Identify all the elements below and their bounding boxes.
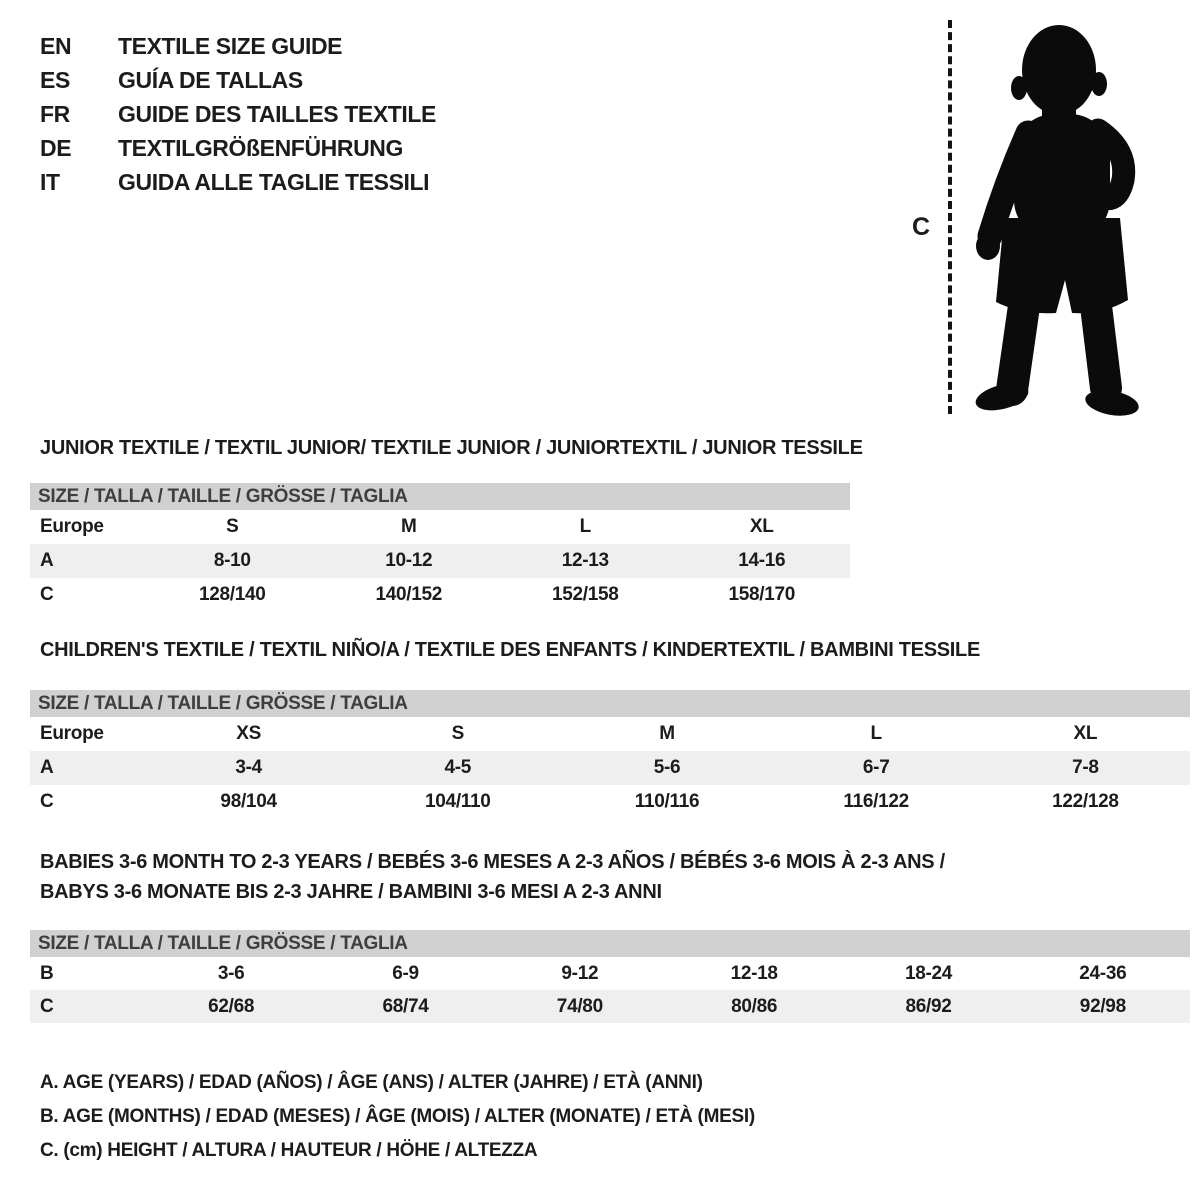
table-row xyxy=(30,510,850,544)
size-cell: M xyxy=(659,723,675,744)
row-label: C xyxy=(40,584,54,605)
size-cell: 4-5 xyxy=(444,757,472,778)
row-label: A xyxy=(40,550,54,571)
size-cell: XL xyxy=(1073,723,1098,744)
size-cell: 86/92 xyxy=(905,995,952,1017)
size-cell: XL xyxy=(749,516,774,537)
language-list xyxy=(40,29,436,199)
size-header-band: SIZE / TALLA / TAILLE / GRÖSSE / TAGLIA xyxy=(30,483,850,510)
table-row xyxy=(30,785,1190,819)
size-cell: 110/116 xyxy=(634,791,700,812)
height-dashed-line xyxy=(948,20,952,414)
language-row xyxy=(40,131,436,165)
size-cell: 9-12 xyxy=(561,962,599,984)
row-label: B xyxy=(40,962,54,984)
size-cell: 10-12 xyxy=(385,550,433,571)
size-cell: 8-10 xyxy=(213,550,251,571)
language-row xyxy=(40,29,436,63)
table-row xyxy=(30,751,1190,785)
size-cell: 140/152 xyxy=(375,584,443,605)
size-cell: 7-8 xyxy=(1072,757,1099,778)
language-title: GUIDE DES TAILLES TEXTILE xyxy=(118,101,436,127)
size-cell: 116/122 xyxy=(843,791,909,812)
table-row xyxy=(30,957,1190,990)
size-cell: 152/158 xyxy=(551,584,619,605)
size-cell: 3-6 xyxy=(217,962,245,984)
size-cell: 6-9 xyxy=(392,962,419,984)
language-title: TEXTILGRÖßENFÜHRUNG xyxy=(118,135,403,161)
size-cell: 14-16 xyxy=(738,550,786,571)
language-code: EN xyxy=(40,33,72,59)
size-cell: 3-4 xyxy=(235,757,262,778)
language-title: GUÍA DE TALLAS xyxy=(118,67,303,93)
language-title: TEXTILE SIZE GUIDE xyxy=(118,33,343,59)
junior-size-table xyxy=(30,483,850,612)
size-cell: 128/140 xyxy=(198,584,266,605)
size-cell: 5-6 xyxy=(653,757,681,778)
size-cell: 104/110 xyxy=(425,791,491,812)
row-label: C xyxy=(40,791,54,812)
size-cell: 158/170 xyxy=(728,584,796,605)
children-size-table xyxy=(30,690,1190,819)
size-cell: 24-36 xyxy=(1079,962,1127,984)
size-cell: 80/86 xyxy=(731,995,778,1017)
language-row xyxy=(40,63,436,97)
language-code: ES xyxy=(40,67,70,93)
size-cell: S xyxy=(451,723,464,744)
size-cell: S xyxy=(226,516,239,537)
size-cell: 6-7 xyxy=(862,757,890,778)
size-cell: 98/104 xyxy=(220,791,277,812)
babies-size-table xyxy=(30,930,1190,1023)
size-cell: L xyxy=(870,723,882,744)
size-cell: L xyxy=(579,516,591,537)
size-cell: 92/98 xyxy=(1079,995,1126,1017)
babies-title-line2: BABYS 3-6 MONATE BIS 2-3 JAHRE / BAMBINI 3-6 MESI A 2-3 ANNI xyxy=(40,881,662,903)
size-cell: 18-24 xyxy=(904,962,953,984)
size-cell: 12-18 xyxy=(730,962,778,984)
legend-line-a: A. AGE (YEARS) / EDAD (AÑOS) / ÂGE (ANS) / ALTER (JAHRE) / ETÀ (ANNI) xyxy=(40,1072,703,1093)
size-cell: 122/128 xyxy=(1052,791,1119,812)
language-code: DE xyxy=(40,135,72,161)
language-row xyxy=(40,165,436,199)
row-label: C xyxy=(40,995,54,1017)
language-code: FR xyxy=(40,101,70,127)
size-header-band: SIZE / TALLA / TAILLE / GRÖSSE / TAGLIA xyxy=(30,690,1190,717)
junior-section-title: JUNIOR TEXTILE / TEXTIL JUNIOR/ TEXTILE JUNIOR / JUNIORTEXTIL / JUNIOR TESSILE xyxy=(40,437,863,459)
size-cell: 62/68 xyxy=(208,995,255,1017)
row-label: Europe xyxy=(40,516,104,537)
measurement-legend xyxy=(40,1066,755,1168)
size-cell: XS xyxy=(236,723,261,744)
toddler-silhouette-icon xyxy=(962,18,1142,418)
babies-title-line1: BABIES 3-6 MONTH TO 2-3 YEARS / BEBÉS 3-6 MESES A 2-3 AÑOS / BÉBÉS 3-6 MOIS À 2-3 ANS / xyxy=(40,851,945,873)
row-label: A xyxy=(40,757,54,778)
language-title: GUIDA ALLE TAGLIE TESSILI xyxy=(118,169,430,195)
size-header-band: SIZE / TALLA / TAILLE / GRÖSSE / TAGLIA xyxy=(30,930,1190,957)
legend-line-c: C. (cm) HEIGHT / ALTURA / HAUTEUR / HÖHE / ALTEZZA xyxy=(40,1140,538,1161)
table-row xyxy=(30,990,1190,1023)
size-cell: 12-13 xyxy=(561,550,609,571)
size-cell: M xyxy=(400,516,417,537)
babies-section-title xyxy=(40,847,945,907)
children-section-title: CHILDREN'S TEXTILE / TEXTIL NIÑO/A / TEXTILE DES ENFANTS / KINDERTEXTIL / BAMBINI TESSILE xyxy=(40,639,980,661)
table-row xyxy=(30,578,850,612)
table-row xyxy=(30,544,850,578)
language-row xyxy=(40,97,436,131)
row-label: Europe xyxy=(40,723,104,744)
height-measure-label: C xyxy=(912,213,931,241)
language-code: IT xyxy=(40,169,60,195)
table-row xyxy=(30,717,1190,751)
size-cell: 68/74 xyxy=(382,995,429,1017)
legend-line-b: B. AGE (MONTHS) / EDAD (MESES) / ÂGE (MOIS) / ALTER (MONATE) / ETÀ (MESI) xyxy=(40,1106,755,1127)
size-cell: 74/80 xyxy=(556,995,603,1017)
